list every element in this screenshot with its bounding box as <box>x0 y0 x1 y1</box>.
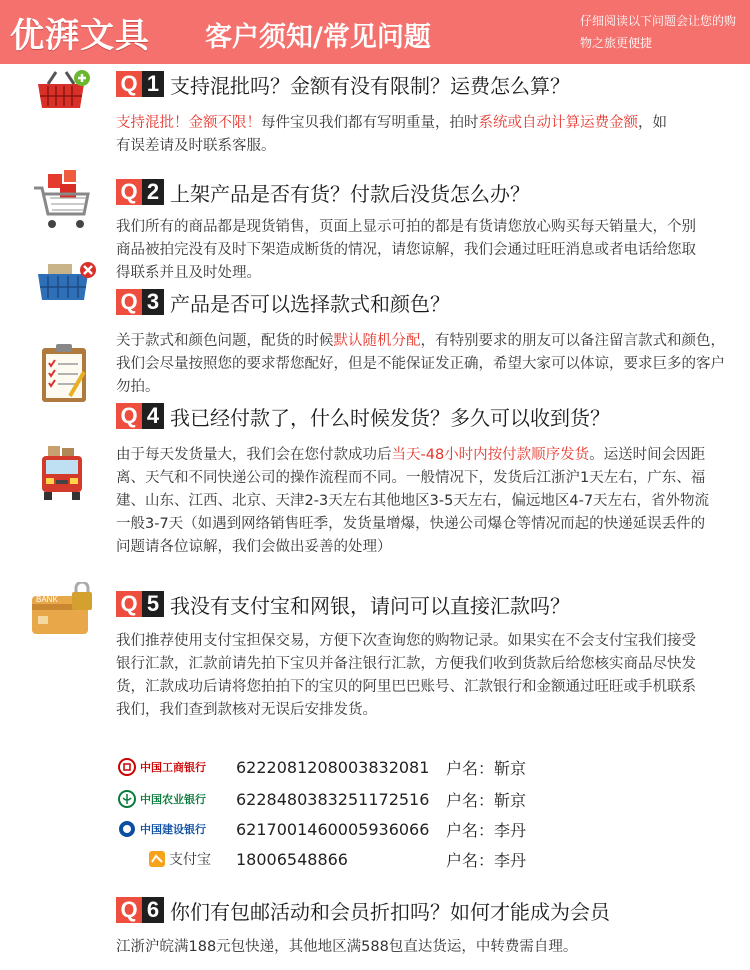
bank-logo-alipay <box>118 849 236 869</box>
question-text: 产品是否可以选择款式和颜色？ <box>170 291 450 316</box>
q-number: 6 <box>142 897 164 923</box>
icbc-icon <box>118 758 136 776</box>
bank-account-row <box>118 846 526 872</box>
q-label: Q <box>116 897 142 923</box>
answer-3 <box>116 330 726 399</box>
bank-logo-ccb <box>118 820 236 838</box>
cart-gift-icon <box>30 168 96 234</box>
clipboard-checklist-icon <box>40 342 88 404</box>
question-text: 支持混批吗？金额有没有限制？运费怎么算？ <box>170 73 570 98</box>
account-number: 18006548866 <box>236 849 348 869</box>
bank-account-row <box>118 816 526 842</box>
answer-text: 关于款式和颜色问题，配货的时候 <box>116 333 334 349</box>
q-label: Q <box>116 289 142 315</box>
bank-name: 中国农业银行 <box>140 793 206 806</box>
account-holder: 户名：李丹 <box>446 850 527 870</box>
answer-highlight: 默认随机分配 <box>333 333 421 349</box>
account-holder: 户名：靳京 <box>446 758 527 778</box>
svg-text:BANK: BANK <box>36 595 58 604</box>
answer-text: ，有特别要求的朋友可以备注留言款式和颜色，我们会尽量按照您的要求帮您配好，但是不能保证发正确，希望大家可以体谅，要求巨多的客户勿拍。 <box>116 333 725 395</box>
question-text: 我没有支付宝和网银，请问可以直接汇款吗？ <box>170 593 570 618</box>
question-6 <box>116 896 610 924</box>
question-text: 你们有包邮活动和会员折扣吗？如何才能成为会员 <box>170 899 610 924</box>
q-label: Q <box>116 71 142 97</box>
q-label: Q <box>116 179 142 205</box>
answer-5: 我们推荐使用支付宝担保交易，方便下次查询您的购物记录。如果实在不会支付宝我们接受银行汇款，汇款前请先拍下宝贝并备注银行汇款，方便我们收到货款后给您核实商品尽快发货，汇款成功后请将您拍拍下的宝贝的阿里巴巴账号、汇款银行和金额通过旺旺或手机联系我们，我们查到款核对无误后安排发货。 <box>116 633 696 718</box>
delivery-truck-icon <box>38 446 86 502</box>
bank-name: 支付宝 <box>169 852 211 868</box>
q-number: 4 <box>142 403 164 429</box>
header-note: 仔细阅读以下问题会让您的购物之旅更便捷 <box>580 14 737 50</box>
answer-text: 由于每天发货量大，我们会在您付款成功后 <box>116 447 392 463</box>
q-label: Q <box>116 403 142 429</box>
bank-name: 中国建设银行 <box>140 823 206 836</box>
answer-text: 每件宝贝我们都有写明重量，拍时 <box>261 115 479 131</box>
answer-text: 。运送时间会因距离、天气和不同快递公司的操作流程而不同。一般情况下，发货后江浙沪1天左右，广东、福建、山东、江西、北京、天津2-3天左右其他地区3-5天左右，偏远地区4-7天左右，省外物流一般3-7天（如遇到网络销售旺季，发货量增爆，快递公司爆仓等情况而起的快递延误丢件的问题请各位谅解，我们会做出妥善的处理） <box>116 447 710 555</box>
bank-logo-abc <box>118 790 236 808</box>
basket-add-icon <box>34 68 94 114</box>
ccb-icon <box>118 820 136 838</box>
account-holder: 户名：靳京 <box>446 790 527 810</box>
answer-text: ，如有误差请及时联系客服。 <box>116 115 667 154</box>
bank-account-row <box>118 786 526 812</box>
question-3 <box>116 288 450 316</box>
q-badge <box>116 591 164 617</box>
question-text: 上架产品是否有货？付款后没货怎么办？ <box>170 181 530 206</box>
account-number: 6222081208003832081 <box>236 757 430 777</box>
q-badge <box>116 403 164 429</box>
q-number: 1 <box>142 71 164 97</box>
bank-card-lock-icon <box>30 582 96 640</box>
q-badge <box>116 71 164 97</box>
brand-logo: 优湃文具 <box>10 16 150 56</box>
q-label: Q <box>116 591 142 617</box>
answer-4 <box>116 444 712 559</box>
q-badge <box>116 897 164 923</box>
question-5 <box>116 590 570 618</box>
answer-highlight: 当天-48小时内按付款顺序发货 <box>391 447 590 463</box>
question-2 <box>116 178 530 206</box>
abc-icon <box>118 790 136 808</box>
answer-2: 我们所有的商品都是现货销售，页面上显示可拍的都是有货请您放心购买每天销量大，个别商品被拍完没有及时下架造成断货的情况，请您谅解，我们会通过旺旺消息或者电话给您取得联系并且及时处理。 <box>116 219 696 281</box>
q-number: 3 <box>142 289 164 315</box>
bank-name: 中国工商银行 <box>140 761 206 774</box>
question-4 <box>116 402 610 430</box>
basket-remove-icon <box>34 256 98 304</box>
question-text: 我已经付款了，什么时候发货？多久可以收到货？ <box>170 405 610 430</box>
q-number: 5 <box>142 591 164 617</box>
account-number: 6228480383251172516 <box>236 789 430 809</box>
q-badge <box>116 179 164 205</box>
bank-logo-icbc <box>118 758 236 776</box>
answer-1 <box>116 112 676 158</box>
header-banner <box>0 0 750 64</box>
alipay-icon <box>148 850 166 868</box>
answer-highlight: 支持混批！金额不限！ <box>116 115 261 131</box>
account-number: 6217001460005936066 <box>236 819 430 839</box>
answer-6: 江浙沪皖满188元包快递，其他地区满588包直达货运，中转费需自理。 <box>116 939 578 955</box>
q-badge <box>116 289 164 315</box>
question-1 <box>116 70 570 98</box>
account-holder: 户名：李丹 <box>446 820 527 840</box>
answer-highlight: 系统或自动计算运费金额 <box>478 115 638 131</box>
page-title: 客户须知/常见问题 <box>205 22 431 53</box>
bank-account-row <box>118 754 526 780</box>
q-number: 2 <box>142 179 164 205</box>
